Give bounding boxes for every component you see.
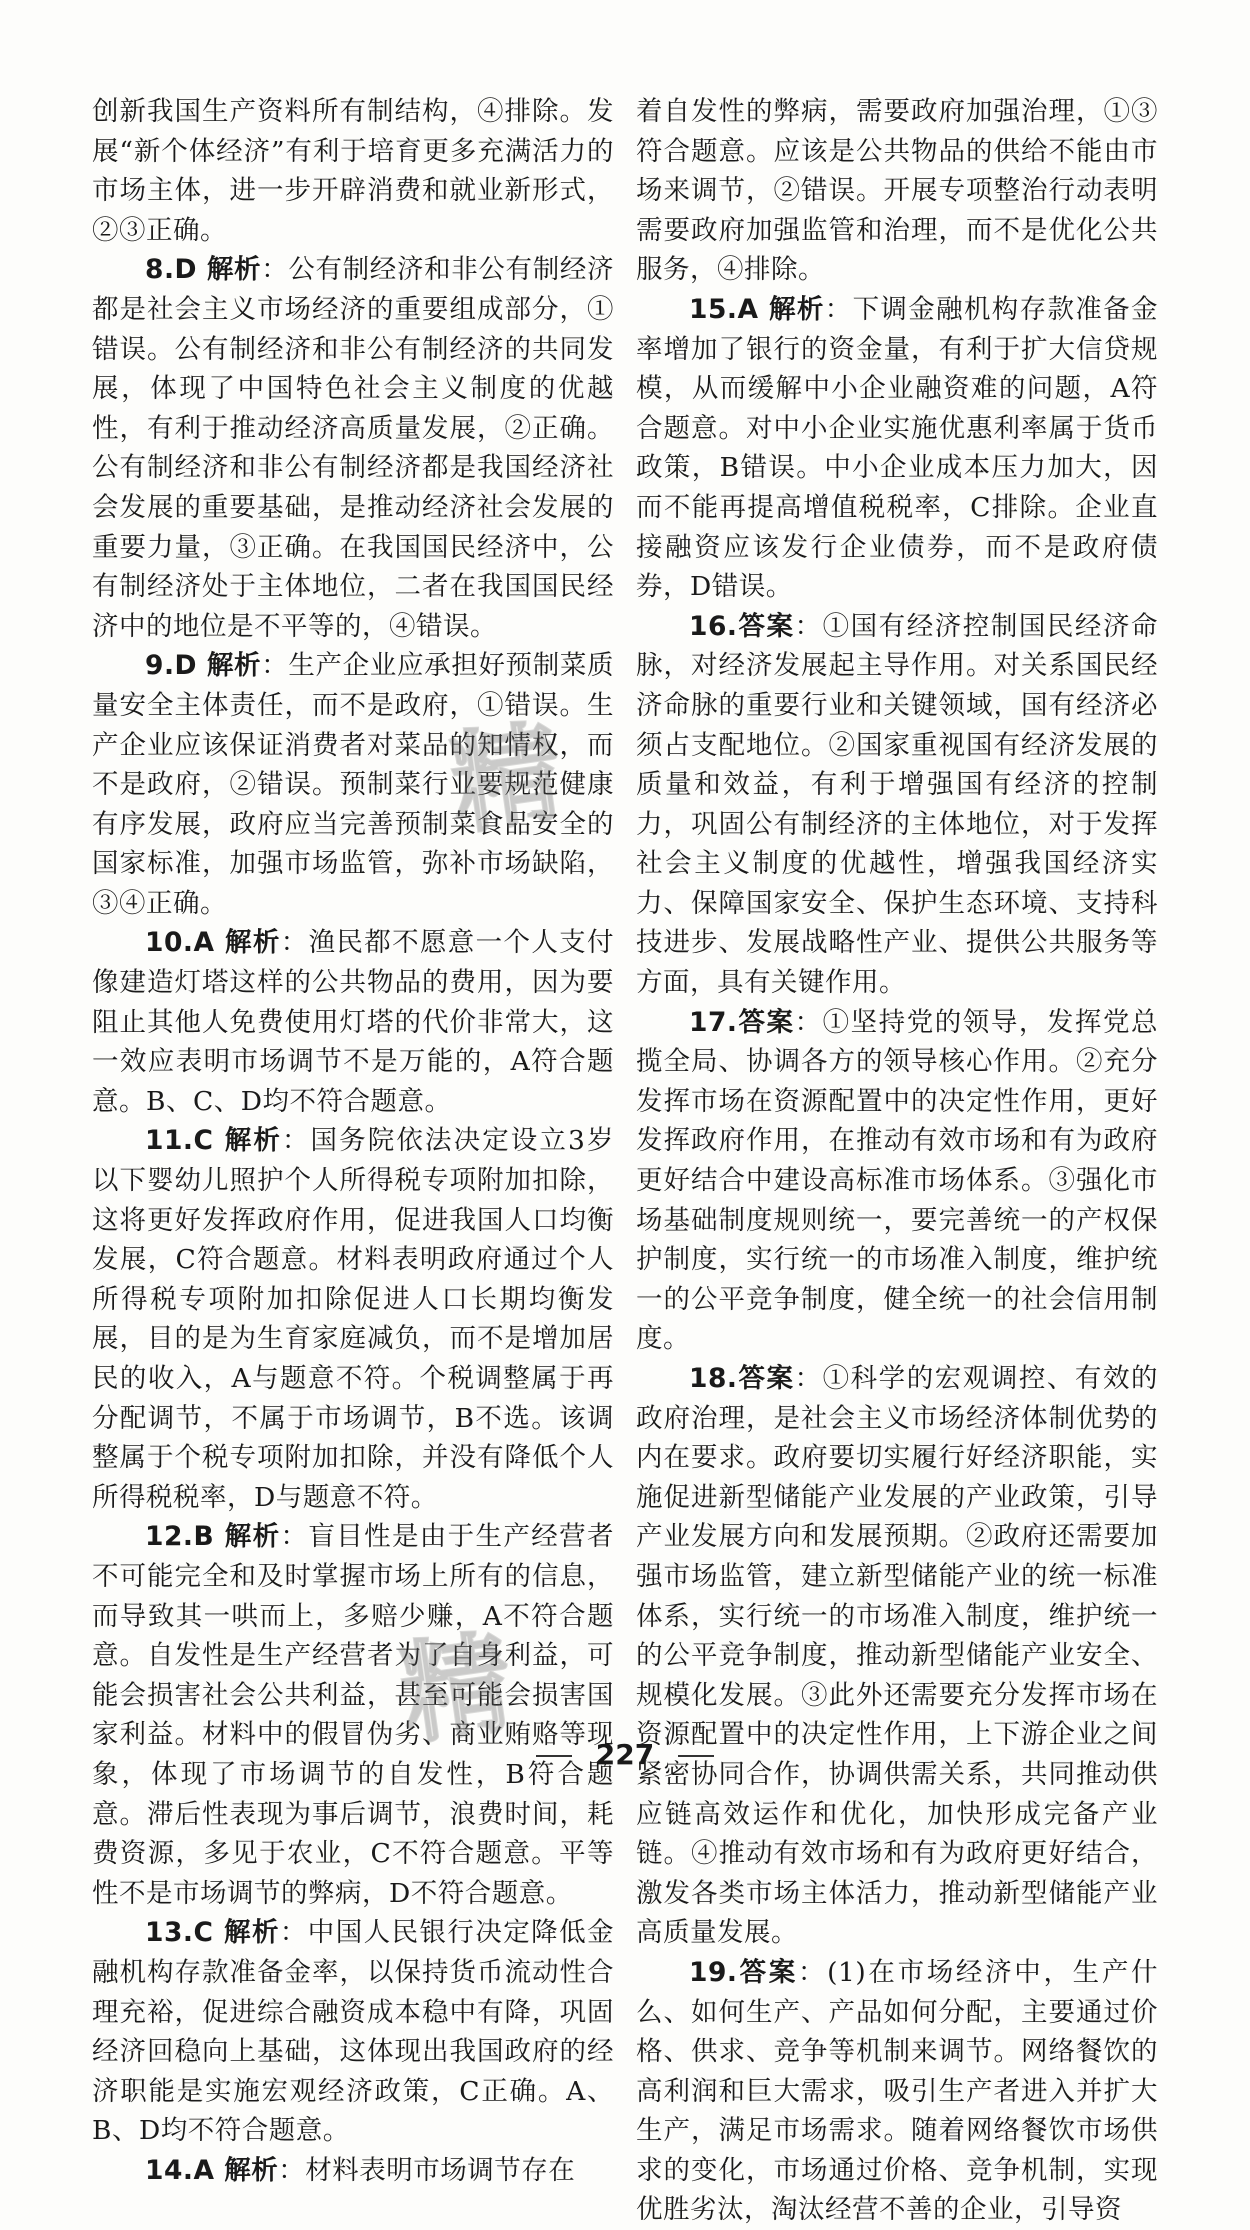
answer-paragraph (636, 92, 1158, 290)
left-column (92, 92, 614, 2190)
answer-paragraph (92, 250, 614, 646)
footer-dash-left (536, 1755, 572, 1757)
answer-text: ：中国人民银行决定降低金融机构存款准备金率，以保持货币流动性合理充裕，促进综合融资成本稳中有降，巩固经济回稳向上基础，这体现出我国政府的经济职能是实施宏观经济政策，C正确。A、B、D均不符合题意。 (92, 1917, 614, 2147)
answer-paragraph (92, 92, 614, 250)
answer-label: 解析 (213, 1917, 280, 1949)
answer-label: 解析 (758, 293, 825, 325)
right-column (636, 92, 1158, 2230)
question-number: 12.B (145, 1521, 215, 1553)
question-number: 15.A (689, 293, 759, 325)
answer-text: ：公有制经济和非公有制经济都是社会主义市场经济的重要组成部分，①错误。公有制经济和非公有制经济的共同发展，体现了中国特色社会主义制度的优越性，有利于推动经济高质量发展，②正确。公有制经济和非公有制经济都是我国经济社会发展的重要基础，是推动经济社会发展的重要力量，③正确。在我国国民经济中，公有制经济处于主体地位，二者在我国国民经济中的地位是不平等的，④错误。 (92, 254, 615, 642)
answer-text: ：材料表明市场调节存在 (278, 2154, 576, 2186)
answer-label: 解析 (214, 1521, 281, 1553)
answer-label: 答案 (737, 1363, 795, 1394)
answer-text: ：下调金融机构存款准备金率增加了银行的资金量，有利于扩大信贷规模，从而缓解中小企业融资难的问题，A符合题意。对中小企业实施优惠利率属于货币政策，B错误。中小企业成本压力加大，因而不能再提高增值税税率，C排除。企业直接融资应该发行企业债券，而不是政府债券，D错误。 (636, 293, 1159, 603)
question-number: 19. (689, 1956, 738, 1988)
question-number: 13.C (145, 1917, 214, 1949)
footer-dash-right (678, 1755, 714, 1757)
watermark-lower: 精 (392, 1616, 532, 1760)
watermark-upper: 精 (442, 706, 582, 850)
answer-paragraph (636, 1003, 1158, 1359)
answer-paragraph (92, 1121, 614, 1517)
answer-label: 解析 (214, 927, 281, 959)
question-number: 10.A (145, 927, 215, 959)
answer-text: ：渔民都不愿意一个人支付像建造灯塔这样的公共物品的费用，因为要阻止其他人免费使用灯塔的代价非常大，这一效应表明市场调节不是万能的，A符合题意。B、C、D均不符合题意。 (92, 927, 615, 1117)
answer-text: ：生产企业应承担好预制菜质量安全主体责任，而不是政府，①错误。生产企业应该保证消费者对菜品的知情权，而不是政府，②错误。预制菜行业要规范健康有序发展，政府应当完善预制菜食品安全的国家标准，加强市场监管，弥补市场缺陷，③④正确。 (92, 650, 615, 919)
question-number: 8.D (145, 254, 198, 286)
answer-label: 解析 (213, 1125, 282, 1157)
answer-paragraph (92, 2151, 614, 2191)
answer-label: 答案 (737, 610, 795, 642)
page-number: 227 (595, 1738, 655, 1771)
question-number: 11.C (145, 1125, 214, 1157)
question-number: 17. (689, 1006, 738, 1038)
answer-label: 答案 (737, 1956, 798, 1988)
answer-paragraph (92, 1913, 614, 2151)
question-number: 18. (689, 1363, 738, 1394)
answer-label: 解析 (197, 650, 262, 682)
answer-text: ：国务院依法决定设立3岁以下婴幼儿照护个人所得税专项附加扣除，这将更好发挥政府作用，促进我国人口均衡发展，C符合题意。材料表明政府通过个人所得税专项附加扣除促进人口长期均衡发展，目的是为生育家庭减负，而不是增加居民的收入，A与题意不符。个税调整属于再分配调节，不属于市场调节，B不选。该调整属于个税专项附加扣除，并没有降低个人所得税税率，D与题意不符。 (92, 1125, 614, 1513)
answer-label: 解析 (197, 254, 262, 286)
answer-paragraph (636, 607, 1158, 1003)
answer-text: ：①坚持党的领导，发挥党总揽全局、协调各方的领导核心作用。②充分发挥市场在资源配置中的决定性作用，更好发挥政府作用，在推动有效市场和有为政府更好结合中建设高标准市场体系。③强化市场基础制度规则统一，要完善统一的产权保护制度，实行统一的市场准入制度，维护统一的公平竞争制度，健全统一的社会信用制度。 (636, 1006, 1158, 1355)
question-number: 9.D (145, 650, 198, 682)
answer-paragraph (636, 1953, 1158, 2230)
answer-text: ：①国有经济控制国民经济命脉，对经济发展起主导作用。对关系国民经济命脉的重要行业和关键领域，国有经济必须占支配地位。②国家重视国有经济发展的质量和效益，有利于增强国有经济的控制力，巩固公有制经济的主体地位，对于发挥社会主义制度的优越性，增强我国经济实力、保障国家安全、保护生态环境、支持科技进步、发展战略性产业、提供公共服务等方面，具有关键作用。 (636, 610, 1158, 999)
answer-paragraph (636, 1359, 1158, 1953)
answer-paragraph (636, 290, 1158, 607)
answer-text: ：(1)在市场经济中，生产什么、如何生产、产品如何分配，主要通过价格、供求、竞争等机制来调节。网络餐饮的高利润和巨大需求，吸引生产者进入并扩大生产，满足市场需求。随着网络餐饮市场供求的变化，市场通过价格、竞争机制，实现优胜劣汰，淘汰经营不善的企业，引导资 (636, 1956, 1159, 2226)
page-footer (0, 1738, 1250, 1771)
question-number: 14.A (145, 2154, 215, 2186)
answer-text: 着自发性的弊病，需要政府加强治理，①③符合题意。应该是公共物品的供给不能由市场来调节，②错误。开展专项整治行动表明需要政府加强监管和治理，而不是优化公共服务，④排除。 (636, 96, 1158, 286)
answer-text: ：盲目性是由于生产经营者不可能完全和及时掌握市场上所有的信息，而导致其一哄而上，多赔少赚，A不符合题意。自发性是生产经营者为了自身利益，可能会损害社会公共利益，甚至可能会损害国家利益。材料中的假冒伪劣、商业贿赂等现象，体现了市场调节的自发性，B符合题意。滞后性表现为事后调节，浪费时间，耗费资源，多见于农业，C不符合题意。平等性不是市场调节的弊病，D不符合题意。 (92, 1521, 614, 1909)
answer-label: 答案 (737, 1006, 795, 1038)
answer-paragraph (92, 923, 614, 1121)
answer-label: 解析 (214, 2154, 279, 2186)
question-number: 16. (689, 610, 738, 642)
answer-text: ：①科学的宏观调控、有效的政府治理，是社会主义市场经济体制优势的内在要求。政府要切实履行好经济职能，实施促进新型储能产业发展的产业政策，引导产业发展方向和发展预期。②政府还需要加强市场监管，建立新型储能产业的统一标准体系，实行统一的市场准入制度，维护统一的公平竞争制度，推动新型储能产业安全、规模化发展。③此外还需要充分发挥市场在资源配置中的决定性作用，上下游企业之间紧密协同合作，协调供需关系，共同推动供应链高效运作和优化，加快形成完备产业链。④推动有效市场和有为政府更好结合，激发各类市场主体活力，推动新型储能产业高质量发展。 (636, 1363, 1158, 1949)
answer-paragraph (92, 1517, 614, 1913)
answer-text: 创新我国生产资料所有制结构，④排除。发展“新个体经济”有利于培育更多充满活力的市场主体，进一步开辟消费和就业新形式，②③正确。 (92, 96, 614, 246)
